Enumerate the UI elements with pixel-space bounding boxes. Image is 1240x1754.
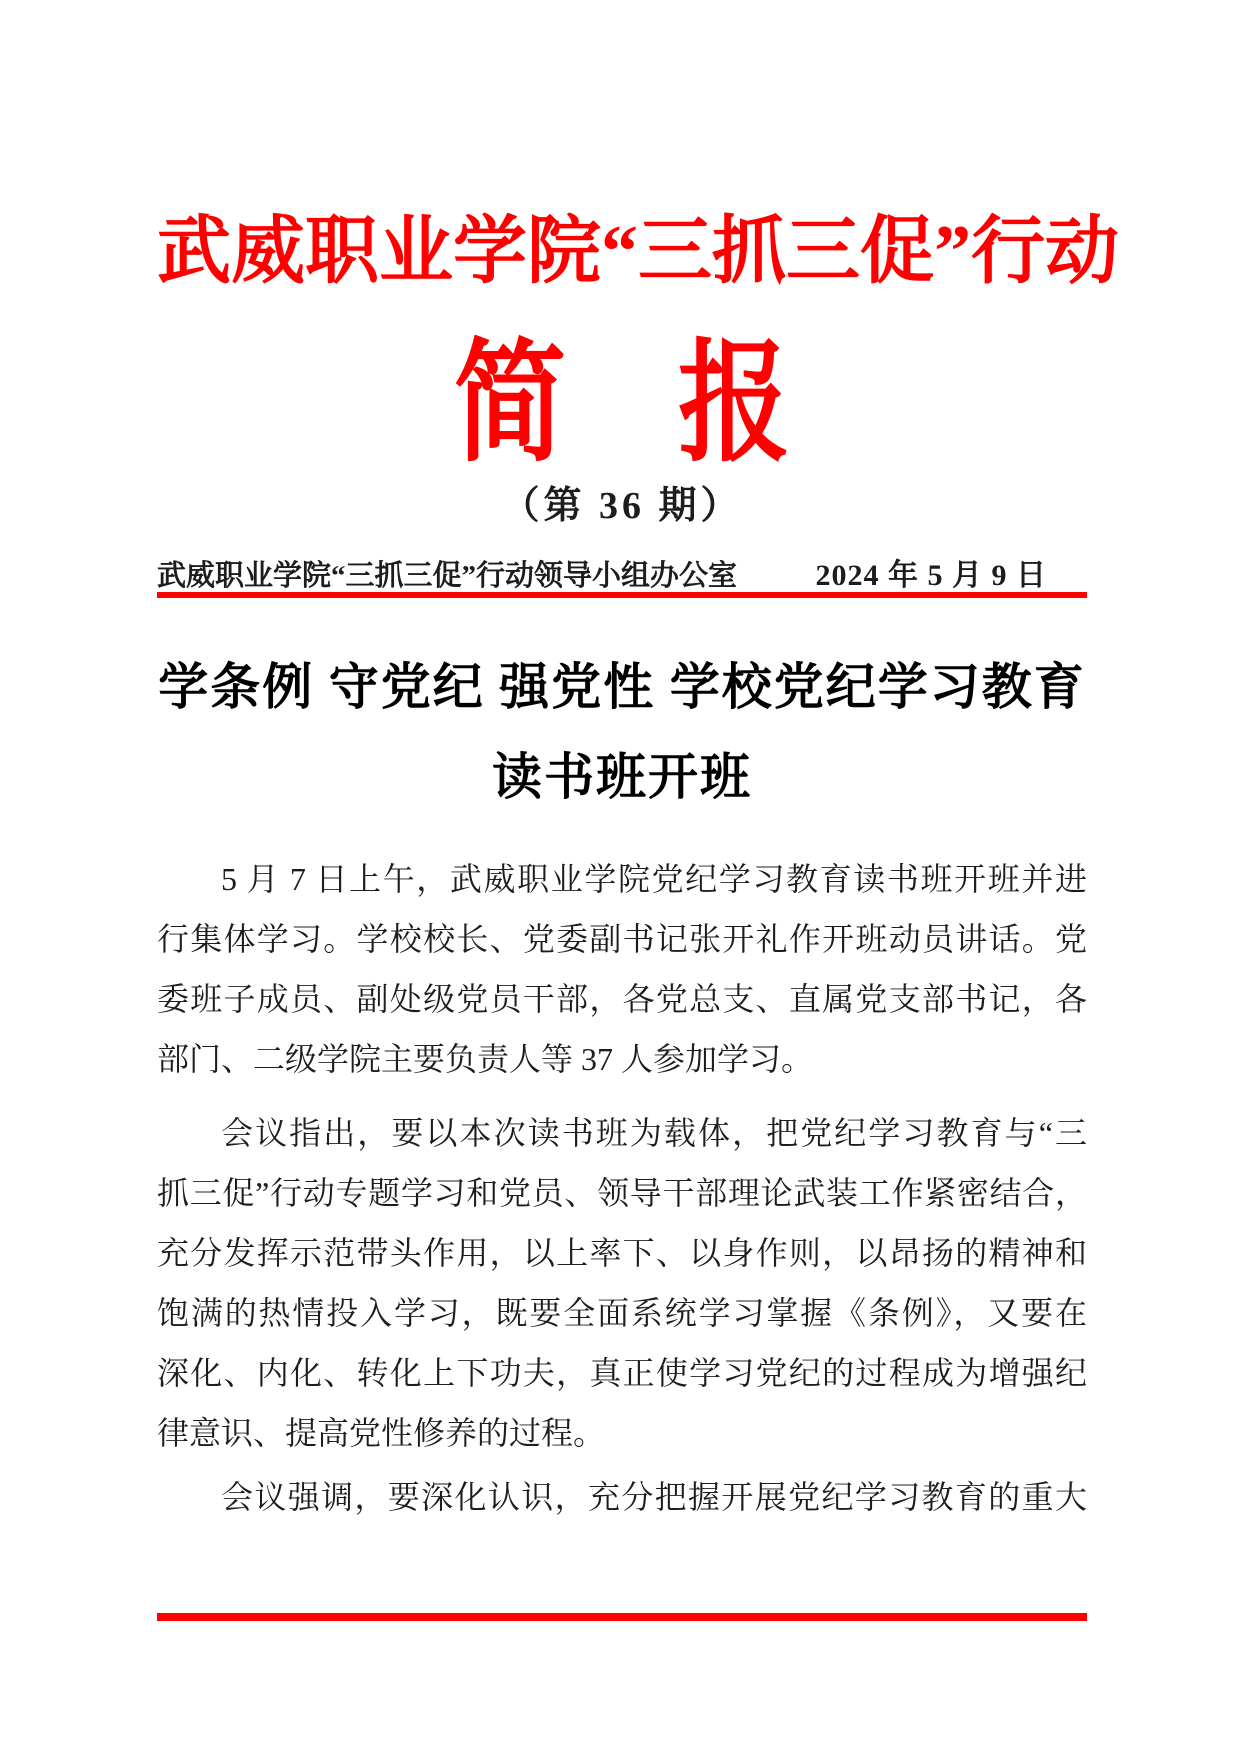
issuing-office: 武威职业学院“三抓三促”行动领导小组办公室 [157,560,738,592]
masthead-title: 武威职业学院“三抓三促”行动 [157,211,1119,293]
body-line: 抓三促”行动专题学习和党员、领导干部理论武装工作紧密结合， [157,1175,1087,1211]
body-line: 会议强调，要深化认识，充分把握开展党纪学习教育的重大 [221,1479,1087,1515]
body-line: 委班子成员、副处级党员干部，各党总支、直属党支部书记，各 [157,981,1087,1017]
page-footer [157,1613,1087,1621]
masthead-subtitle [157,330,1087,480]
article [157,642,1087,1527]
article-body [157,849,1087,1527]
body-line: 饱满的热情投入学习，既要全面系统学习掌握《条例》，又要在 [157,1295,1087,1331]
body-line: 5 月 7 日上午，武威职业学院党纪学习教育读书班开班并进 [221,861,1087,897]
body-line: 充分发挥示范带头作用，以上率下、以身作则，以昂扬的精神和 [157,1235,1087,1271]
bulletin-word: 简 报 [454,331,790,479]
paragraph [157,1467,1087,1527]
footer-rule [157,1613,1087,1621]
body-line: 律意识、提高党性修养的过程。 [157,1415,606,1451]
body-line: 部门、二级学院主要负责人等 37 人参加学习。 [157,1041,814,1077]
body-line: 会议指出，要以本次读书班为载体，把党纪学习教育与“三 [221,1115,1087,1151]
issue-date: 2024 年 5 月 9 日 [815,559,1047,592]
office-date-row [157,554,1087,598]
issue-number: （第 36 期） [501,485,743,527]
paragraph [157,1103,1087,1463]
body-line: 深化、内化、转化上下功夫，真正使学习党纪的过程成为增强纪 [157,1355,1087,1391]
body-line: 行集体学习。学校校长、党委副书记张开礼作开班动员讲话。党 [157,921,1087,957]
headline-line-1: 学条例 守党纪 强党性 学校党纪学习教育 [158,659,1086,715]
paragraph [157,849,1087,1089]
article-headline [157,642,1087,822]
headline-line-2: 读书班开班 [492,749,752,805]
masthead [157,200,1119,598]
